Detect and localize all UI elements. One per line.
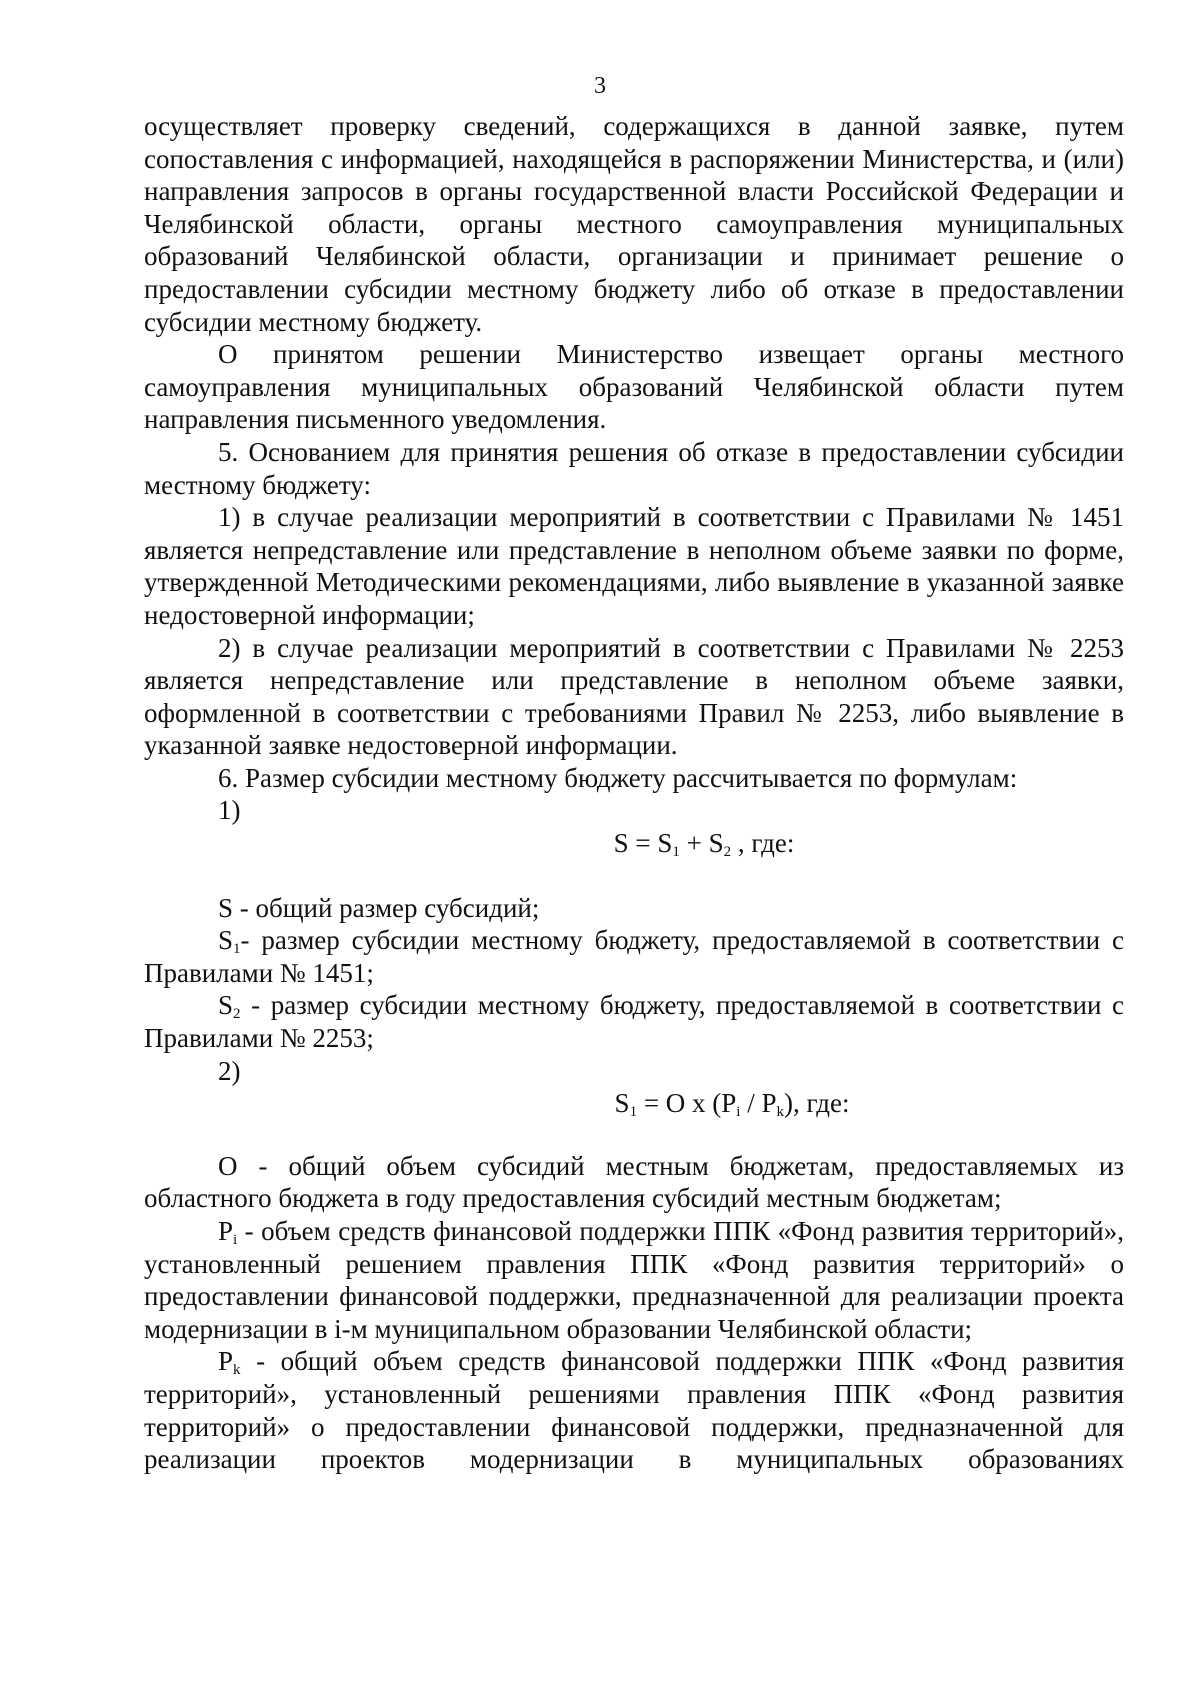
definition-pk: $P_k$ - общий объем средств финансовой поддержки ППК «Фонд развития территорий», установленный решениями правления ППК «Фонд развития территорий» о предоставлении финансовой поддержки, предназначенной для реализации проектов модернизации в муниципальных образованиях	[144, 1346, 1124, 1475]
definition-pi: $P_i$ - объем средств финансовой поддержки ППК «Фонд развития территорий», установленный решением правления ППК «Фонд развития территорий» о предоставлении финансовой поддержки, предназначенной для реализации проекта модернизации в i-м муниципальном образовании Челябинской области;	[144, 1216, 1124, 1344]
paragraph-rule-1451: 1) в случае реализации мероприятий в соответствии с Правилами № 1451 является непредставление или представление в неполном объеме заявки по форме, утвержденной Методическими рекомендациями, либо выявление в указанной заявке недостоверной информации;	[144, 502, 1124, 630]
formula-total-subsidy: $S = S_1 + S_2$ , где:	[613, 828, 795, 861]
definition-s: S - общий размер субсидий;	[218, 892, 540, 923]
paragraph-decision-notice: О принятом решении Министерство извещает органы местного самоуправления муниципальных образований Челябинской области путем направления письменного уведомления.	[144, 339, 1124, 435]
definition-s1: $S_1-$ размер субсидии местному бюджету, предоставляемой в соответствии с Правилами № 1451;	[144, 925, 1124, 988]
document-body	[144, 110, 1124, 1476]
definition-o: О - общий объем субсидий местным бюджетам, предоставляемых из областного бюджета в году предоставления субсидий местным бюджетам;	[144, 1150, 1124, 1214]
paragraph-refusal-grounds: 5. Основанием для принятия решения об отказе в предоставлении субсидии местному бюджету:	[144, 436, 1124, 500]
paragraph-verification: осуществляет проверку сведений, содержащихся в данной заявке, путем сопоставления с информацией, находящейся в распоряжении Министерства, и (или) направления запросов в органы государственной власти Российской Федерации и Челябинской области, органы местного самоуправления муниципальных образований Челябинской области, организации и принимает решение о предоставлении субсидии местному бюджету либо об отказе в предоставлении субсидии местному бюджету.	[144, 111, 1124, 337]
paragraph-rule-2253: 2) в случае реализации мероприятий в соответствии с Правилами № 2253 является непредставление или представление в неполном объеме заявки, оформленной в соответствии с требованиями Правил № 2253, либо выявление в указанной заявке недостоверной информации.	[144, 632, 1124, 761]
list-marker-1: 1)	[218, 795, 241, 826]
definition-s2: $S_2$ - размер субсидии местному бюджету, предоставляемой в соответствии с Правилами № 2253;	[144, 990, 1124, 1054]
paragraph-subsidy-formulas: 6. Размер субсидии местному бюджету рассчитывается по формулам:	[218, 762, 1018, 793]
list-marker-2: 2)	[218, 1055, 241, 1086]
formula-s1: $S_1 = O$ x $(P_i / P_k)$, где:	[614, 1088, 850, 1121]
page-number: 3	[594, 73, 606, 99]
